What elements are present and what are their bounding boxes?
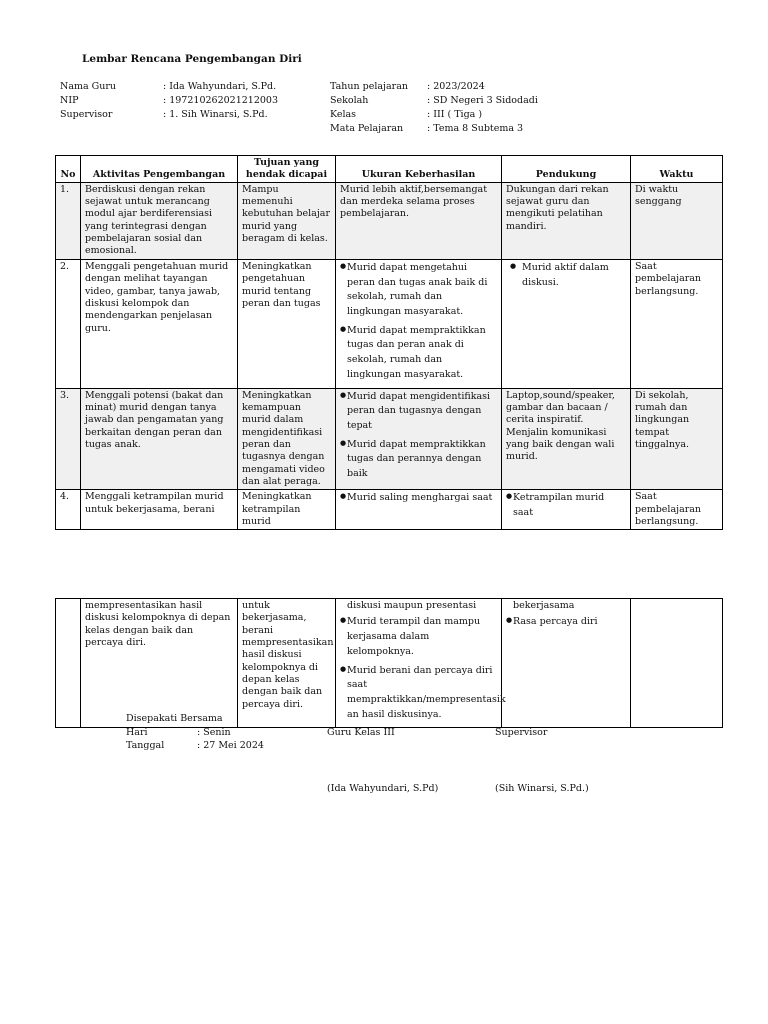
continuation-table xyxy=(55,598,723,728)
list-item: ● Rasa percaya diri xyxy=(506,615,626,630)
list-item: ● Murid berani dan percaya diri saat mempraktikkan/mempresentasik an hasil diskusinya. xyxy=(340,664,497,723)
info-label-tahun: Tahun pelajaran xyxy=(330,81,408,92)
hari-value: : Senin xyxy=(197,727,231,738)
cell-no xyxy=(56,599,81,728)
table-row xyxy=(56,388,723,490)
cell-waktu: Saat pembelajaran berlangsung. xyxy=(631,490,723,530)
ukuran-list xyxy=(340,390,497,482)
info-value-mapel: : Tema 8 Subtema 3 xyxy=(427,123,524,134)
info-value-nip: : 197210262021212003 xyxy=(163,95,279,106)
table-row xyxy=(56,490,723,530)
cell-waktu: Di waktu senggang xyxy=(631,182,723,259)
guru-name: (Ida Wahyundari, S.Pd) xyxy=(327,783,439,794)
header-waktu: Waktu xyxy=(631,156,723,183)
cell-pendukung: Dukungan dari rekan sejawat guru dan mengikuti pelatihan mandiri. xyxy=(502,182,631,259)
info-value-sekolah: : SD Negeri 3 Sidodadi xyxy=(427,95,538,106)
info-label-nama-guru: Nama Guru xyxy=(60,81,117,92)
cell-ukuran xyxy=(336,599,506,728)
info-value-nama-guru: : Ida Wahyundari, S.Pd. xyxy=(163,81,277,92)
info-label-kelas: Kelas xyxy=(330,109,357,120)
list-item: ● Murid dapat mempraktikkan tugas dan perannya dengan baik xyxy=(340,438,497,482)
cell-ukuran xyxy=(336,259,502,388)
pendukung-list xyxy=(506,615,626,630)
cell-tujuan: untuk bekerjasama, berani mempresentasikan hasil diskusi kelompoknya di depan kelas dengan baik dan percaya diri. xyxy=(238,599,336,728)
header-ukuran: Ukuran Keberhasilan xyxy=(336,156,502,183)
cell-pendukung xyxy=(502,259,631,388)
info-label-sekolah: Sekolah xyxy=(330,95,369,106)
pendukung-continued-text: bekerjasama xyxy=(513,600,575,611)
list-item: ● Murid terampil dan mampu kerjasama dalam kelompoknya. xyxy=(340,615,497,659)
cell-waktu: Saat pembelajaran berlangsung. xyxy=(631,259,723,388)
tanggal-value: : 27 Mei 2024 xyxy=(197,740,264,751)
ukuran-list xyxy=(340,491,497,506)
cell-ukuran: Murid lebih aktif,bersemangat dan merdeka selama proses pembelajaran. xyxy=(336,182,502,259)
list-item: ● Murid aktif dalam diskusi. xyxy=(506,261,626,290)
supervisor-title: Supervisor xyxy=(495,727,548,738)
ukuran-list xyxy=(340,615,506,722)
hari-label: Hari xyxy=(126,727,148,738)
list-item: ● Murid dapat mengetahui peran dan tugas anak baik di sekolah, rumah dan lingkungan masyarakat. xyxy=(340,261,497,320)
cell-ukuran xyxy=(336,388,502,490)
ukuran-list xyxy=(340,261,497,383)
list-item: ● Ketrampilan murid saat xyxy=(506,491,626,520)
cell-aktivitas: mempresentasikan hasil diskusi kelompoknya di depan kelas dengan baik dan percaya diri. xyxy=(81,599,238,728)
info-label-mapel: Mata Pelajaran xyxy=(330,123,404,134)
list-item: ● Murid saling menghargai saat xyxy=(340,491,497,506)
table-row xyxy=(56,599,723,728)
info-label-nip: NIP xyxy=(60,95,79,106)
header-aktivitas: Aktivitas Pengembangan xyxy=(81,156,238,183)
info-value-supervisor: : 1. Sih Winarsi, S.Pd. xyxy=(163,109,268,120)
cell-tujuan: Mampu memenuhi kebutuhan belajar murid yang beragam di kelas. xyxy=(238,182,336,259)
info-label-supervisor: Supervisor xyxy=(60,109,113,120)
table-row xyxy=(56,259,723,388)
cell-waktu: Di sekolah, rumah dan lingkungan tempat tinggalnya. xyxy=(631,388,723,490)
header-tujuan: Tujuan yang hendak dicapai xyxy=(238,156,336,183)
agreed-label: Disepakati Bersama xyxy=(126,713,223,724)
cell-aktivitas: Menggali ketrampilan murid untuk bekerjasama, berani xyxy=(81,490,238,530)
pendukung-list xyxy=(506,491,626,520)
document-title: Lembar Rencana Pengembangan Diri xyxy=(82,53,302,65)
cell-aktivitas: Menggali pengetahuan murid dengan melihat tayangan video, gambar, tanya jawab, diskusi kelompok dan mendengarkan penjelasan guru. xyxy=(81,259,238,388)
cell-aktivitas: Berdiskusi dengan rekan sejawat untuk merancang modul ajar berdiferensiasi yang terintegrasi dengan pembelajaran sosial dan emosional. xyxy=(81,182,238,259)
cell-tujuan: Meningkatkan kemampuan murid dalam mengidentifikasi peran dan tugasnya dengan mengamati video dan alat peraga. xyxy=(238,388,336,490)
ukuran-continued-text: diskusi maupun presentasi xyxy=(347,600,477,611)
cell-ukuran xyxy=(336,490,502,530)
cell-no: 1. xyxy=(56,182,81,259)
header-pendukung: Pendukung xyxy=(502,156,631,183)
supervisor-name: (Sih Winarsi, S.Pd.) xyxy=(495,783,589,794)
table-row xyxy=(56,182,723,259)
cell-no: 4. xyxy=(56,490,81,530)
info-value-kelas: : III ( Tiga ) xyxy=(427,109,483,120)
tanggal-label: Tanggal xyxy=(126,740,165,751)
cell-pendukung xyxy=(502,490,631,530)
cell-waktu xyxy=(631,599,723,728)
cell-aktivitas: Menggali potensi (bakat dan minat) murid dengan tanya jawab dan pengamatan yang berkaitan dengan peran dan tugas anak. xyxy=(81,388,238,490)
list-item: ● Murid dapat mengidentifikasi peran dan tugasnya dengan tepat xyxy=(340,390,497,434)
guru-title: Guru Kelas III xyxy=(327,727,395,738)
header-no: No xyxy=(56,156,81,183)
pendukung-list xyxy=(506,261,626,290)
cell-tujuan: Meningkatkan pengetahuan murid tentang peran dan tugas xyxy=(238,259,336,388)
cell-pendukung xyxy=(502,599,631,728)
info-value-tahun: : 2023/2024 xyxy=(427,81,485,92)
development-plan-table xyxy=(55,155,723,530)
cell-no: 3. xyxy=(56,388,81,490)
list-item: ● Murid dapat mempraktikkan tugas dan peran anak di sekolah, rumah dan lingkungan masyarakat. xyxy=(340,324,497,383)
cell-pendukung: Laptop,sound/speaker, gambar dan bacaan / cerita inspiratif. Menjalin komunikasi yang baik dengan wali murid. xyxy=(502,388,631,490)
cell-no: 2. xyxy=(56,259,81,388)
cell-tujuan: Meningkatkan ketrampilan murid xyxy=(238,490,336,530)
